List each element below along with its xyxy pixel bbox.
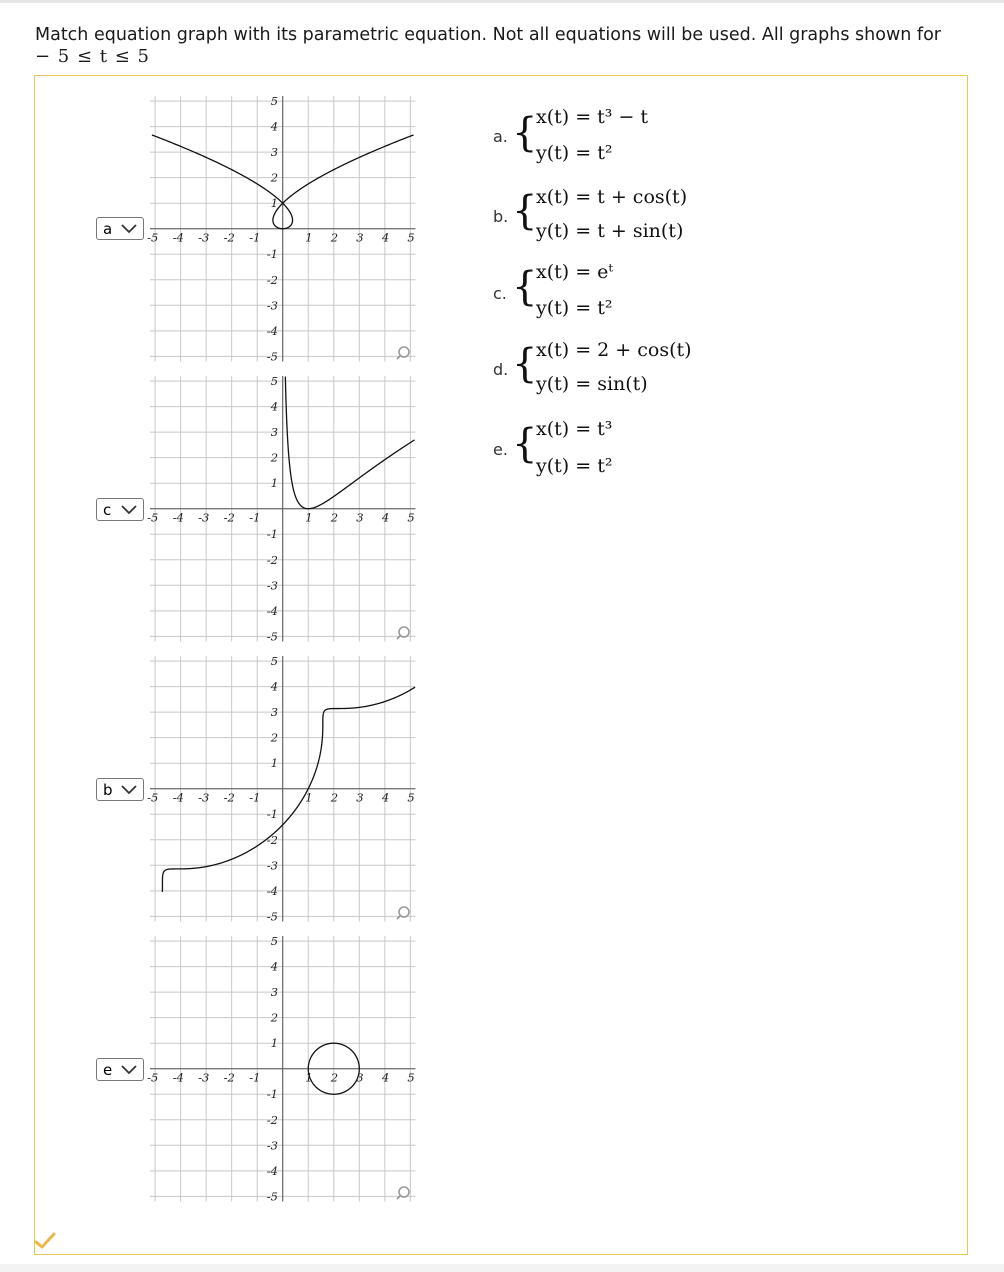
brace-icon: { <box>512 188 538 234</box>
x-tick-label: 2 <box>330 1070 339 1085</box>
graph-1-selected-value: a <box>103 220 113 238</box>
y-tick-label: -5 <box>266 1189 278 1204</box>
x-tick-label: 5 <box>407 1070 415 1085</box>
x-tick-label: -3 <box>198 230 210 245</box>
y-tick-label: 5 <box>270 374 279 389</box>
option-d <box>490 336 810 406</box>
x-tick-label: 2 <box>330 790 339 805</box>
x-tick-label: -4 <box>172 510 184 525</box>
y-tick-label: 5 <box>270 654 279 669</box>
option-y-equation: y(t) = t² <box>536 142 613 164</box>
x-tick-label: -1 <box>249 230 261 245</box>
x-tick-label: -5 <box>147 510 159 525</box>
graph-canvas <box>147 934 418 1204</box>
x-tick-label: -2 <box>223 510 235 525</box>
y-tick-label: 5 <box>270 934 279 949</box>
y-tick-label: -2 <box>266 272 278 287</box>
x-tick-label: -3 <box>198 1070 210 1085</box>
y-tick-label: -1 <box>266 247 278 262</box>
x-tick-label: -5 <box>147 790 159 805</box>
option-letter: d. <box>493 360 509 379</box>
option-c <box>490 258 810 328</box>
x-tick-label: -2 <box>223 230 235 245</box>
zoom-icon[interactable] <box>397 907 409 919</box>
y-tick-label: -1 <box>266 807 278 822</box>
graph-3-selected-value: b <box>103 781 113 799</box>
y-tick-label: 1 <box>270 476 279 491</box>
y-tick-label: -5 <box>266 909 278 924</box>
option-x-equation: x(t) = 2 + cos(t) <box>536 339 692 361</box>
option-letter: c. <box>493 284 507 303</box>
question-prompt <box>35 24 975 68</box>
chevron-down-icon <box>119 501 139 517</box>
graph-canvas <box>147 94 418 364</box>
y-tick-label: 4 <box>270 119 279 134</box>
x-tick-label: -4 <box>172 790 184 805</box>
x-tick-label: 1 <box>305 1070 313 1085</box>
option-y-equation: y(t) = t² <box>536 455 613 477</box>
option-y-equation: y(t) = t² <box>536 297 613 319</box>
parametric-curve <box>285 377 414 509</box>
x-tick-label: 2 <box>330 230 339 245</box>
graph-canvas <box>147 374 418 644</box>
y-tick-label: -3 <box>266 1138 278 1153</box>
y-tick-label: 3 <box>270 425 279 440</box>
x-tick-label: 1 <box>305 230 313 245</box>
x-tick-label: 2 <box>330 510 339 525</box>
option-letter: e. <box>493 440 508 459</box>
x-tick-label: 5 <box>407 790 415 805</box>
option-letter: b. <box>493 207 509 226</box>
y-tick-label: -2 <box>266 832 278 847</box>
chevron-down-icon <box>119 781 139 797</box>
y-tick-label: -4 <box>266 603 278 618</box>
option-y-equation: y(t) = t + sin(t) <box>536 220 684 242</box>
x-tick-label: 4 <box>381 230 390 245</box>
x-tick-label: 3 <box>356 1070 364 1085</box>
x-tick-label: 3 <box>356 790 364 805</box>
brace-icon: { <box>512 110 538 156</box>
y-tick-label: -5 <box>266 629 278 644</box>
option-letter: a. <box>493 127 508 146</box>
graph-canvas <box>147 654 418 924</box>
graph-2-selected-value: c <box>103 501 112 519</box>
x-tick-label: 1 <box>305 510 313 525</box>
correct-check-icon <box>34 1232 56 1250</box>
graph-4-selected-value: e <box>103 1061 113 1079</box>
x-tick-label: 4 <box>381 510 390 525</box>
question-range: − 5 ≤ t ≤ 5 <box>35 46 150 67</box>
graph-2 <box>147 374 418 644</box>
graph-2-answer-select[interactable] <box>96 498 144 521</box>
x-tick-label: -2 <box>223 1070 235 1085</box>
question-text: Match equation graph with its parametric equation. Not all equations will be used. All graphs shown for <box>35 25 941 45</box>
zoom-icon[interactable] <box>397 627 409 639</box>
x-tick-label: 5 <box>407 230 415 245</box>
x-tick-label: -5 <box>147 1070 159 1085</box>
x-tick-label: 4 <box>381 790 390 805</box>
option-x-equation: x(t) = t³ <box>536 418 613 440</box>
graph-3 <box>147 654 418 924</box>
x-tick-label: -4 <box>172 230 184 245</box>
x-tick-label: -1 <box>249 510 261 525</box>
y-tick-label: -3 <box>266 578 278 593</box>
graph-4-answer-select[interactable] <box>96 1058 144 1081</box>
brace-icon: { <box>512 341 538 387</box>
option-x-equation: x(t) = t + cos(t) <box>536 186 688 208</box>
y-tick-label: -4 <box>266 323 278 338</box>
x-tick-label: 3 <box>356 510 364 525</box>
y-tick-label: 2 <box>270 450 279 465</box>
x-tick-label: -1 <box>249 790 261 805</box>
y-tick-label: 3 <box>270 145 279 160</box>
chevron-down-icon <box>119 1061 139 1077</box>
y-tick-label: 4 <box>270 959 279 974</box>
option-b <box>490 183 810 253</box>
option-y-equation: y(t) = sin(t) <box>536 373 648 395</box>
y-tick-label: -4 <box>266 883 278 898</box>
x-tick-label: -3 <box>198 510 210 525</box>
option-e <box>490 414 810 484</box>
y-tick-label: -1 <box>266 527 278 542</box>
option-x-equation: x(t) = t³ − t <box>536 106 649 128</box>
x-tick-label: 5 <box>407 510 415 525</box>
y-tick-label: 2 <box>270 1010 279 1025</box>
brace-icon: { <box>512 421 538 467</box>
chevron-down-icon <box>119 220 139 236</box>
top-divider <box>0 0 1004 3</box>
y-tick-label: 1 <box>270 1036 279 1051</box>
x-tick-label: -1 <box>249 1070 261 1085</box>
y-tick-label: -1 <box>266 1087 278 1102</box>
y-tick-label: -3 <box>266 858 278 873</box>
y-tick-label: 4 <box>270 679 279 694</box>
option-a <box>490 103 810 173</box>
zoom-icon[interactable] <box>397 1187 409 1199</box>
parametric-curve <box>162 687 415 892</box>
graph-1 <box>147 94 418 364</box>
brace-icon: { <box>512 264 538 310</box>
graph-3-answer-select[interactable] <box>96 778 144 801</box>
bottom-bar <box>0 1264 1004 1272</box>
y-tick-label: -5 <box>266 349 278 364</box>
y-tick-label: -2 <box>266 1112 278 1127</box>
y-tick-label: 4 <box>270 399 279 414</box>
y-tick-label: -2 <box>266 552 278 567</box>
x-tick-label: -4 <box>172 1070 184 1085</box>
y-tick-label: 2 <box>270 170 279 185</box>
y-tick-label: 1 <box>270 756 279 771</box>
graph-1-answer-select[interactable] <box>96 217 144 240</box>
y-tick-label: 3 <box>270 705 279 720</box>
x-tick-label: 4 <box>381 1070 390 1085</box>
y-tick-label: -3 <box>266 298 278 313</box>
x-tick-label: 1 <box>305 790 313 805</box>
y-tick-label: 3 <box>270 985 279 1000</box>
y-tick-label: 1 <box>270 196 279 211</box>
y-tick-label: -4 <box>266 1163 278 1178</box>
x-tick-label: -2 <box>223 790 235 805</box>
x-tick-label: -5 <box>147 230 159 245</box>
zoom-icon[interactable] <box>397 347 409 359</box>
x-tick-label: -3 <box>198 790 210 805</box>
y-tick-label: 2 <box>270 730 279 745</box>
option-x-equation: x(t) = eᵗ <box>536 261 614 283</box>
x-tick-label: 3 <box>356 230 364 245</box>
graph-4 <box>147 934 418 1204</box>
y-tick-label: 5 <box>270 94 279 109</box>
